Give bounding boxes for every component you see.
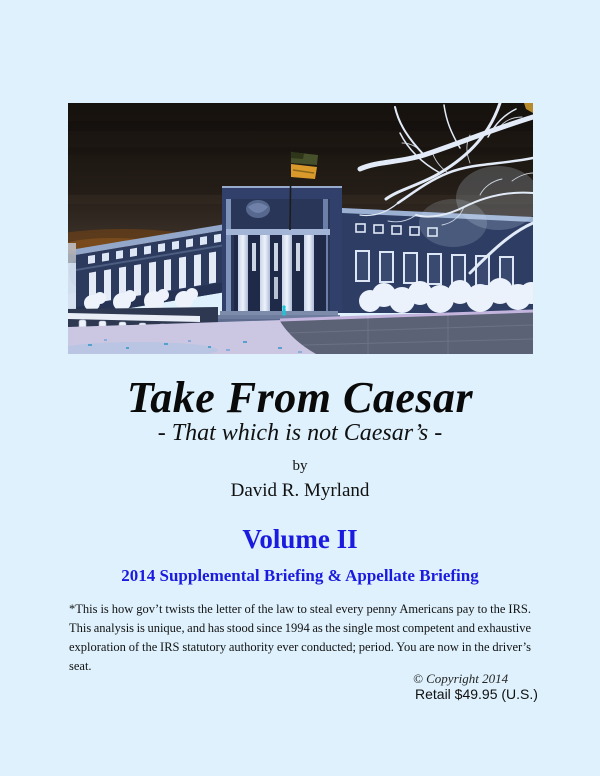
- volume-heading: Volume II: [242, 524, 358, 554]
- building-central-block: [216, 186, 342, 324]
- byline-label: by: [292, 458, 308, 474]
- retaining-wall: [280, 311, 533, 354]
- person-figure: [282, 305, 285, 315]
- cover-photo: [68, 103, 533, 354]
- federal-reserve-photo-illustration: [68, 103, 533, 354]
- book-title: Take From Caesar: [126, 373, 474, 422]
- author-name: David R. Myrland: [230, 480, 370, 501]
- edition-subheading: 2014 Supplemental Briefing & Appellate Briefing: [121, 566, 479, 585]
- portico-columns: [234, 235, 326, 311]
- cover-blurb: *This is how gov’t twists the letter of the law to steal every penny Americans pay to the IRS. This analysis is unique, and has stood since 1994 as the single most competent and exhaustive exploration of the IRS statutory authority ever conducted; period. You are now in the driver’s seat.: [69, 602, 531, 673]
- copyright-line: © Copyright 2014: [413, 671, 509, 686]
- book-subtitle: - That which is not Caesar’s -: [157, 420, 443, 446]
- retail-price: Retail $49.95 (U.S.): [415, 686, 538, 702]
- eagle-emblem-icon: [246, 200, 270, 218]
